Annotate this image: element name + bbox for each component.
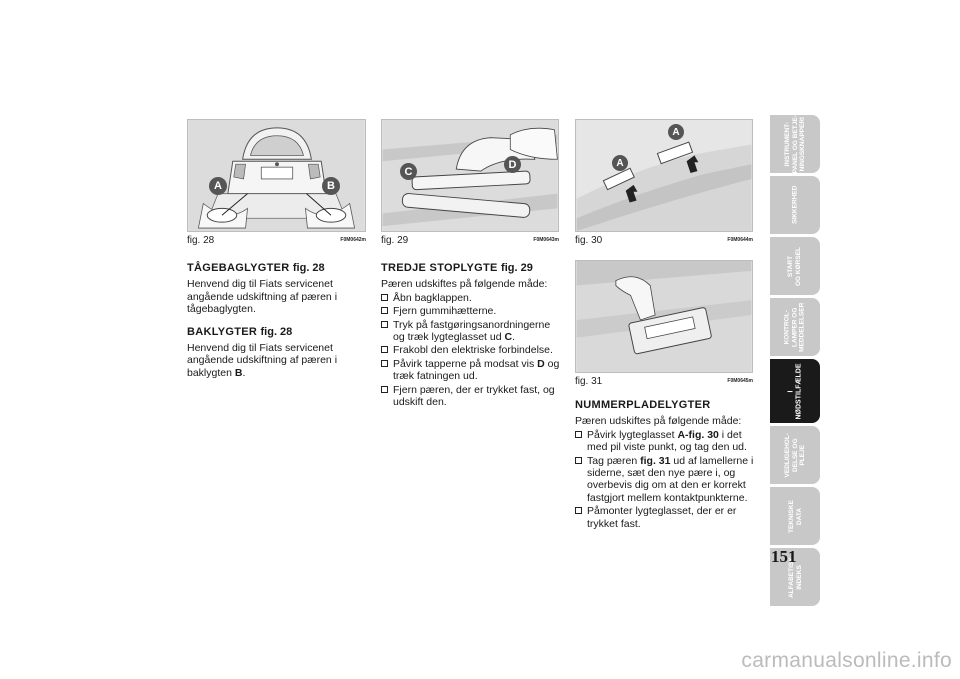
figure-30 <box>575 119 753 232</box>
checkbox-bullet-icon <box>575 457 582 464</box>
checkbox-bullet-icon <box>381 346 388 353</box>
callout-c: C <box>400 163 417 180</box>
figure-label: fig. 31 <box>575 376 603 387</box>
brake-light-intro: Pæren udskiftes på følgende måde: <box>381 278 548 291</box>
list-item: Påvirk tapperne på modsat vis D og træk fatningen ud. <box>381 358 560 383</box>
plate-light-heading: NUMMERPLADELYGTER <box>575 399 711 411</box>
list-item: Tryk på fastgøringsanordningerne og træk lygteglasset ud C. <box>381 319 560 344</box>
column-2 <box>381 262 560 409</box>
brake-light-steps <box>381 292 560 409</box>
plate-light-steps <box>575 429 755 530</box>
figure-code: F0M0645m <box>727 378 753 384</box>
figure-label: fig. 29 <box>381 235 409 246</box>
checkbox-bullet-icon <box>381 386 388 393</box>
figure-code: F0M0642m <box>340 237 366 243</box>
callout-a: A <box>209 177 227 195</box>
checkbox-bullet-icon <box>381 294 388 301</box>
fog-light-heading: TÅGEBAGLYGTER fig. 28 <box>187 262 325 274</box>
figure-code: F0M0644m <box>727 237 753 243</box>
checkbox-bullet-icon <box>575 431 582 438</box>
brake-light-heading: TREDJE STOPLYGTE fig. 29 <box>381 262 533 274</box>
callout-b: B <box>322 177 340 195</box>
bulb-removal-illustration <box>576 261 752 372</box>
figure-label: fig. 28 <box>187 235 215 246</box>
list-item: Påvirk lygteglasset A-fig. 30 i det med pil viste punkt, og tag den ud. <box>575 429 755 454</box>
tab-warning-lights[interactable]: KONTROL- LAMPER OG MEDDELELSER <box>770 298 820 356</box>
checkbox-bullet-icon <box>575 507 582 514</box>
figure-28 <box>187 119 366 232</box>
figure-28-caption <box>187 235 366 246</box>
figure-31-caption <box>575 376 753 387</box>
figure-29 <box>381 119 559 232</box>
checkbox-bullet-icon <box>381 307 388 314</box>
callout-a: A <box>612 155 628 171</box>
page-number: 151 <box>771 547 797 566</box>
tab-maintenance[interactable]: VEDLIGEHOL- DELSE OG PLEJE <box>770 426 820 484</box>
tab-start-driving[interactable]: START OG KØRSEL <box>770 237 820 295</box>
list-item: Frakobl den elektriske forbindelse. <box>381 344 560 356</box>
reverse-light-heading: BAKLYGTER fig. 28 <box>187 325 293 338</box>
callout-a: A <box>668 124 684 140</box>
column-1 <box>187 262 367 389</box>
watermark: carmanualsonline.info <box>741 649 952 672</box>
license-plate-light-illustration <box>576 120 752 231</box>
column-3 <box>575 399 755 531</box>
tab-emergency[interactable]: I NØDSTILFÆLDE <box>770 359 820 423</box>
list-item: Påmonter lygteglasset, der er er trykket fast. <box>575 505 755 530</box>
tab-safety[interactable]: SIKKERHED <box>770 176 820 234</box>
plate-light-intro: Pæren udskiftes på følgende måde: <box>575 415 742 428</box>
tab-index[interactable]: ALFABETISK INDEKS <box>770 548 820 606</box>
figure-code: F0M0643m <box>533 237 559 243</box>
figure-31 <box>575 260 753 373</box>
rear-car-illustration <box>188 120 365 231</box>
tab-instrument-panel[interactable]: INSTRUMENT- PANEL OG BETJE- NINGSKNAPPERI <box>770 115 820 173</box>
figure-29-caption <box>381 235 559 246</box>
checkbox-bullet-icon <box>381 360 388 367</box>
figure-label: fig. 30 <box>575 235 603 246</box>
list-item: Fjern pæren, der er trykket fast, og udskift den. <box>381 384 560 409</box>
list-item: Åbn bagklappen. <box>381 292 560 304</box>
checkbox-bullet-icon <box>381 321 388 328</box>
list-item: Tag pæren fig. 31 ud af lamellerne i siderne, sæt den nye pære i, og overbevis dig om at den er korrekt fastgjort mellem kontaktpunkterne. <box>575 455 755 505</box>
callout-d: D <box>504 156 521 173</box>
reverse-light-text: Henvend dig til Fiats servicenet angående udskiftning af pæren i baklygten B. <box>187 342 338 379</box>
fog-light-text: Henvend dig til Fiats servicenet angående udskiftning af pæren i tågebaglygten. <box>187 278 338 316</box>
tab-technical-data[interactable]: TEKNISKE DATA <box>770 487 820 545</box>
list-item: Fjern gummihætterne. <box>381 305 560 317</box>
figure-30-caption <box>575 235 753 246</box>
